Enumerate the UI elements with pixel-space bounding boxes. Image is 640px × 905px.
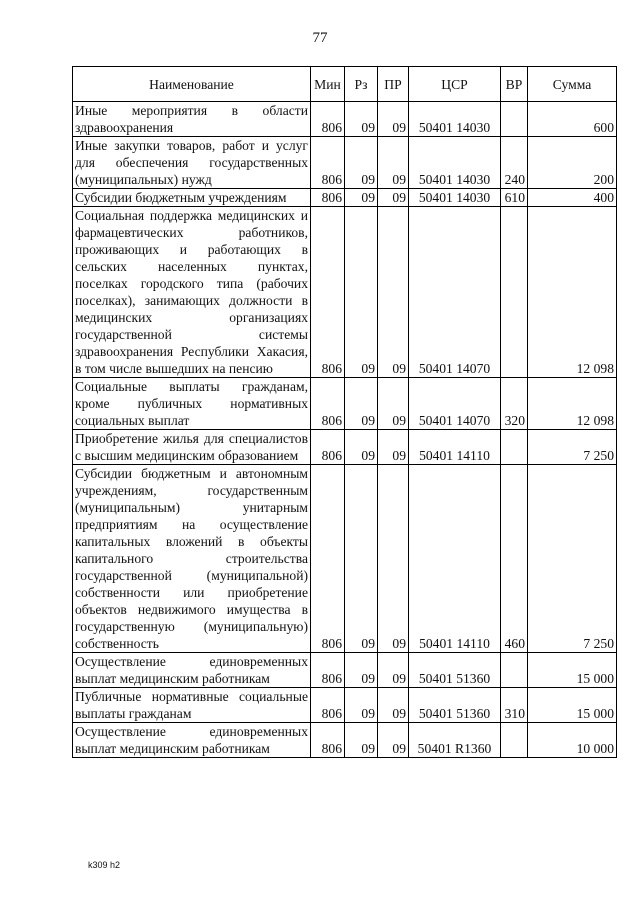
table-row bbox=[73, 688, 617, 723]
row-rz: 09 bbox=[345, 465, 378, 653]
row-vr: 240 bbox=[501, 137, 528, 189]
row-min: 806 bbox=[311, 207, 345, 378]
table-row bbox=[73, 430, 617, 465]
row-csr: 50401 14070 bbox=[409, 207, 501, 378]
row-vr: 610 bbox=[501, 189, 528, 207]
row-pr: 09 bbox=[378, 102, 409, 137]
row-pr: 09 bbox=[378, 723, 409, 758]
row-name: Осуществление единовременных выплат медицинским работникам bbox=[73, 653, 311, 688]
row-csr: 50401 14030 bbox=[409, 137, 501, 189]
header-sum: Сумма bbox=[528, 67, 617, 102]
row-rz: 09 bbox=[345, 207, 378, 378]
table-row bbox=[73, 102, 617, 137]
row-sum: 600 bbox=[528, 102, 617, 137]
row-vr bbox=[501, 653, 528, 688]
row-rz: 09 bbox=[345, 137, 378, 189]
row-vr: 460 bbox=[501, 465, 528, 653]
header-min: Мин bbox=[311, 67, 345, 102]
row-vr bbox=[501, 430, 528, 465]
row-name: Приобретение жилья для специалистов с высшим медицинским образованием bbox=[73, 430, 311, 465]
budget-table bbox=[72, 66, 617, 758]
table-row bbox=[73, 723, 617, 758]
header-name: Наименование bbox=[73, 67, 311, 102]
header-csr: ЦСР bbox=[409, 67, 501, 102]
row-vr bbox=[501, 102, 528, 137]
row-rz: 09 bbox=[345, 430, 378, 465]
table-row bbox=[73, 207, 617, 378]
row-name: Публичные нормативные социальные выплаты гражданам bbox=[73, 688, 311, 723]
row-sum: 12 098 bbox=[528, 378, 617, 430]
row-min: 806 bbox=[311, 137, 345, 189]
row-csr: 50401 51360 bbox=[409, 688, 501, 723]
row-min: 806 bbox=[311, 430, 345, 465]
row-pr: 09 bbox=[378, 189, 409, 207]
row-pr: 09 bbox=[378, 465, 409, 653]
row-pr: 09 bbox=[378, 430, 409, 465]
table-row bbox=[73, 189, 617, 207]
row-csr: 50401 R1360 bbox=[409, 723, 501, 758]
row-name: Субсидии бюджетным и автономным учреждениям, государственным (муниципальным) унитарным предприятиям на осуществление капитальных вложений в объекты капитального строительства государственной (муниципальной) собственности или приобретение объектов недвижимого имущества в государственную (муниципальную) собственность bbox=[73, 465, 311, 653]
row-min: 806 bbox=[311, 723, 345, 758]
row-sum: 7 250 bbox=[528, 465, 617, 653]
table-header-row bbox=[73, 67, 617, 102]
row-min: 806 bbox=[311, 189, 345, 207]
row-name: Иные мероприятия в области здравоохранения bbox=[73, 102, 311, 137]
header-vr: ВР bbox=[501, 67, 528, 102]
row-csr: 50401 14110 bbox=[409, 430, 501, 465]
row-vr: 310 bbox=[501, 688, 528, 723]
row-min: 806 bbox=[311, 465, 345, 653]
row-vr bbox=[501, 723, 528, 758]
row-name: Социальные выплаты гражданам, кроме публичных нормативных социальных выплат bbox=[73, 378, 311, 430]
row-rz: 09 bbox=[345, 378, 378, 430]
row-sum: 10 000 bbox=[528, 723, 617, 758]
table-row bbox=[73, 378, 617, 430]
row-sum: 15 000 bbox=[528, 653, 617, 688]
page-number: 77 bbox=[312, 30, 328, 46]
row-min: 806 bbox=[311, 102, 345, 137]
row-vr bbox=[501, 207, 528, 378]
header-rz: Рз bbox=[345, 67, 378, 102]
row-pr: 09 bbox=[378, 137, 409, 189]
table-row bbox=[73, 137, 617, 189]
row-csr: 50401 51360 bbox=[409, 653, 501, 688]
row-name: Социальная поддержка медицинских и фармацевтических работников, проживающих и работающих в сельских населенных пунктах, поселках городского типа (рабочих поселках), занимающих должности в медицинских организациях государственной системы здравоохранения Республики Хакасия, в том числе вышедших на пенсию bbox=[73, 207, 311, 378]
row-csr: 50401 14030 bbox=[409, 102, 501, 137]
row-min: 806 bbox=[311, 378, 345, 430]
row-name: Осуществление единовременных выплат медицинским работникам bbox=[73, 723, 311, 758]
row-csr: 50401 14110 bbox=[409, 465, 501, 653]
table-row bbox=[73, 653, 617, 688]
row-rz: 09 bbox=[345, 189, 378, 207]
row-sum: 15 000 bbox=[528, 688, 617, 723]
row-rz: 09 bbox=[345, 723, 378, 758]
row-csr: 50401 14070 bbox=[409, 378, 501, 430]
row-vr: 320 bbox=[501, 378, 528, 430]
row-name: Субсидии бюджетным учреждениям bbox=[73, 189, 311, 207]
row-min: 806 bbox=[311, 653, 345, 688]
row-sum: 12 098 bbox=[528, 207, 617, 378]
row-sum: 200 bbox=[528, 137, 617, 189]
row-min: 806 bbox=[311, 688, 345, 723]
row-pr: 09 bbox=[378, 688, 409, 723]
row-csr: 50401 14030 bbox=[409, 189, 501, 207]
row-rz: 09 bbox=[345, 102, 378, 137]
row-name: Иные закупки товаров, работ и услуг для обеспечения государственных (муниципальных) нужд bbox=[73, 137, 311, 189]
row-pr: 09 bbox=[378, 378, 409, 430]
row-rz: 09 bbox=[345, 653, 378, 688]
row-rz: 09 bbox=[345, 688, 378, 723]
row-sum: 400 bbox=[528, 189, 617, 207]
row-pr: 09 bbox=[378, 207, 409, 378]
footer-code: k309 h2 bbox=[88, 860, 121, 870]
row-sum: 7 250 bbox=[528, 430, 617, 465]
table-row bbox=[73, 465, 617, 653]
header-pr: ПР bbox=[378, 67, 409, 102]
row-pr: 09 bbox=[378, 653, 409, 688]
